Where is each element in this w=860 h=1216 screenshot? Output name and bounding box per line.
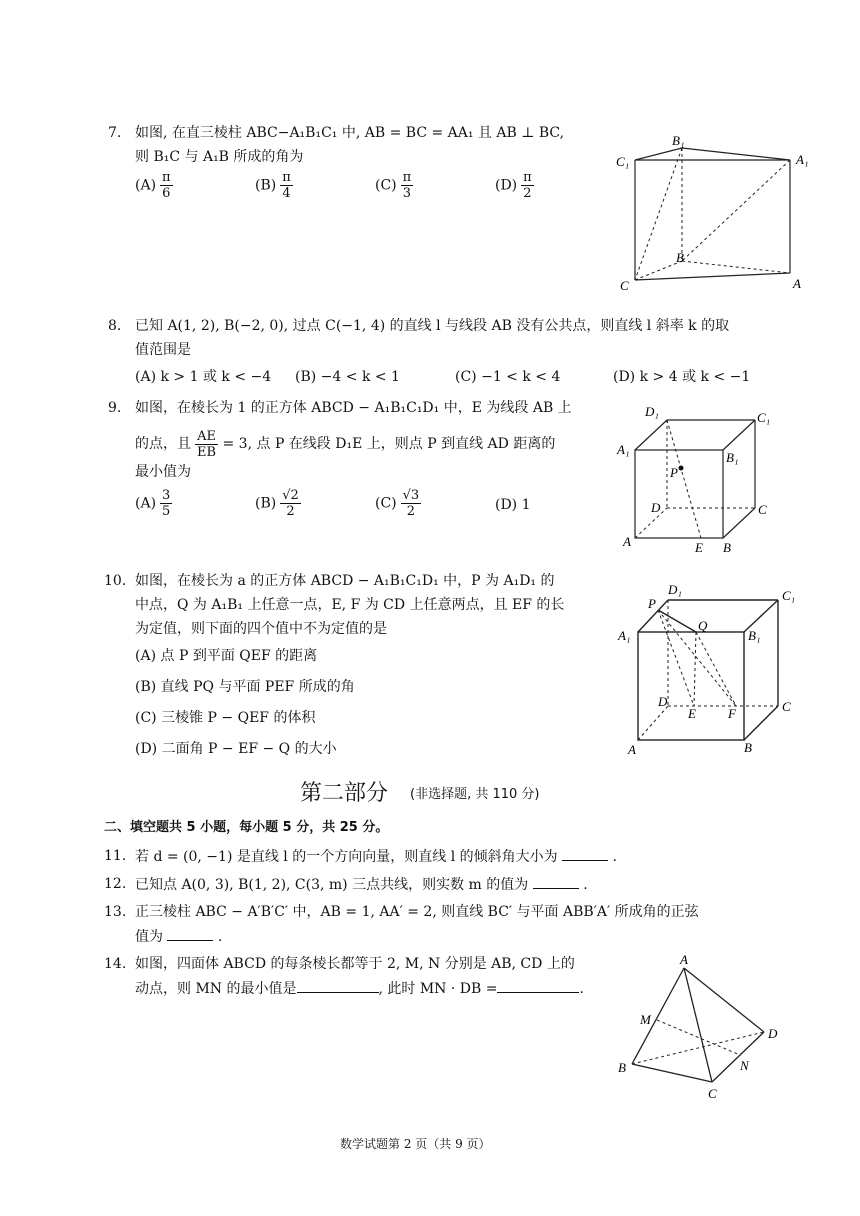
q10-cube-figure	[614, 578, 809, 758]
label-a: A	[680, 952, 688, 967]
label-c: C	[758, 502, 767, 517]
q12-number: 12.	[104, 876, 127, 892]
q14-number: 14.	[104, 956, 127, 972]
label-b: B	[618, 1060, 626, 1075]
q10-number: 10.	[104, 573, 127, 589]
label-m: M	[640, 1012, 651, 1027]
q8-option-a[interactable]: (A) k > 1 或 k < −4	[135, 369, 272, 385]
label-b1: B₁	[748, 628, 761, 643]
label-b: B	[723, 540, 731, 555]
q9-stem-line1: 如图，在棱长为 1 的正方体 ABCD − A₁B₁C₁D₁ 中，E 为线段 AB 上	[135, 400, 572, 416]
q11-stem: 若 d = (0, −1) 是直线 l 的一个方向向量，则直线 l 的倾斜角大小为 .	[135, 846, 617, 867]
q8-option-c[interactable]: (C) −1 < k < 4	[455, 369, 561, 385]
q8-option-d[interactable]: (D) k > 4 或 k < −1	[613, 369, 751, 385]
q7-number: 7.	[108, 125, 122, 141]
q8-stem-line1: 已知 A(1, 2), B(−2, 0), 过点 C(−1, 4) 的直线 l 与线段 AB 没有公共点，则直线 l 斜率 k 的取	[135, 318, 730, 334]
q10-option-c[interactable]: (C) 三棱锥 P − QEF 的体积	[135, 710, 316, 726]
label-n: N	[740, 1058, 749, 1073]
label-a: A	[628, 742, 636, 757]
label-p: P	[670, 465, 678, 480]
q9-number: 9.	[108, 400, 122, 416]
q10-option-d[interactable]: (D) 二面角 P − EF − Q 的大小	[135, 741, 337, 757]
label-a1: A₁	[796, 152, 809, 167]
q7-option-a[interactable]: (A) $\frac{\pi}{6}$	[135, 170, 171, 201]
label-a: A	[623, 534, 631, 549]
q14-min-blank[interactable]	[297, 978, 379, 993]
q9-option-b[interactable]: (B) $\frac{√2}{2}$	[255, 488, 299, 519]
q12-answer-blank[interactable]	[533, 874, 579, 889]
label-c: C	[620, 278, 629, 293]
label-e: E	[695, 540, 703, 555]
q9-option-c[interactable]: (C) $\frac{√3}{2}$	[375, 488, 420, 519]
label-d: D	[651, 500, 661, 515]
q8-option-b[interactable]: (B) −4 < k < 1	[295, 369, 400, 385]
q14-stem-line2: 动点，则 MN 的最小值是 , 此时 MN · DB = .	[135, 978, 584, 999]
q9-stem-line2: 的点，且 $\frac{AE}{EB}$ = 3, 点 P 在线段 D₁E 上，则点 P 到直线 AD 距离的	[135, 428, 556, 460]
q11-number: 11.	[104, 848, 127, 864]
q10-option-b[interactable]: (B) 直线 PQ 与平面 PEF 所成的角	[135, 679, 355, 695]
label-f: F	[728, 706, 736, 721]
q13-answer-blank[interactable]	[167, 926, 213, 941]
label-b1: B₁	[726, 450, 739, 465]
label-c: C	[708, 1086, 717, 1101]
label-a: A	[793, 276, 801, 291]
q10-option-a[interactable]: (A) 点 P 到平面 QEF 的距离	[135, 648, 318, 664]
label-p: P	[648, 596, 656, 611]
q13-stem-line2: 值为 .	[135, 926, 222, 947]
section2-heading: 二、填空题共 5 小题，每小题 5 分，共 25 分。	[104, 820, 389, 835]
q14-stem-line1: 如图，四面体 ABCD 的每条棱长都等于 2, M, N 分别是 AB, CD 上的	[135, 956, 575, 972]
q7-option-b[interactable]: (B) $\frac{\pi}{4}$	[255, 170, 291, 201]
label-b1: B₁	[672, 133, 685, 148]
q9-option-a[interactable]: (A) $\frac{3}{5}$	[135, 488, 171, 519]
label-d: D	[768, 1026, 778, 1041]
part2-note: (非选择题, 共 110 分)	[410, 787, 540, 802]
label-c1: C₁	[616, 154, 630, 169]
q7-prism-figure	[610, 128, 820, 298]
q9-stem-line3: 最小值为	[135, 464, 191, 480]
q14-dot-blank[interactable]	[497, 978, 579, 993]
part2-title: 第二部分	[300, 781, 389, 806]
label-q: Q	[698, 618, 708, 633]
q10-stem-line1: 如图，在棱长为 a 的正方体 ABCD − A₁B₁C₁D₁ 中，P 为 A₁D₁ 的	[135, 573, 555, 589]
q12-stem: 已知点 A(0, 3), B(1, 2), C(3, m) 三点共线，则实数 m 的值为 .	[135, 874, 588, 895]
label-d1: D₁	[668, 582, 682, 597]
label-e: E	[688, 706, 696, 721]
q9-cube-figure	[615, 402, 775, 560]
page-footer: 数学试题第 2 页（共 9 页）	[340, 1137, 491, 1151]
q10-stem-line2: 中点，Q 为 A₁B₁ 上任意一点，E, F 为 CD 上任意两点，且 EF 的长	[135, 597, 565, 613]
label-a1: A₁	[618, 628, 631, 643]
label-a1: A₁	[617, 442, 630, 457]
q7-option-c[interactable]: (C) $\frac{\pi}{3}$	[375, 170, 412, 201]
q8-stem-line2: 值范围是	[135, 342, 191, 358]
q9-option-d[interactable]: (D) 1	[495, 497, 531, 513]
q13-number: 13.	[104, 904, 127, 920]
label-b: B	[676, 250, 684, 265]
q10-stem-line3: 为定值，则下面的四个值中不为定值的是	[135, 621, 387, 637]
label-d1: D₁	[645, 404, 659, 419]
q11-answer-blank[interactable]	[562, 846, 608, 861]
q13-stem-line1: 正三棱柱 ABC − A′B′C′ 中，AB = 1, AA′ = 2, 则直线 BC′ 与平面 ABB′A′ 所成角的正弦	[135, 904, 699, 920]
label-d: D	[658, 694, 668, 709]
label-c1: C₁	[782, 588, 796, 603]
q7-stem-line2: 则 B₁C 与 A₁B 所成的角为	[135, 149, 304, 165]
label-c1: C₁	[757, 410, 771, 425]
q7-stem-line1: 如图, 在直三棱柱 ABC−A₁B₁C₁ 中, AB = BC = AA₁ 且 AB ⊥ BC,	[135, 125, 565, 141]
q7-option-d[interactable]: (D) $\frac{\pi}{2}$	[495, 170, 532, 201]
q8-number: 8.	[108, 318, 122, 334]
label-c: C	[782, 699, 791, 714]
label-b: B	[744, 740, 752, 755]
q14-tetrahedron-figure	[612, 952, 792, 1102]
